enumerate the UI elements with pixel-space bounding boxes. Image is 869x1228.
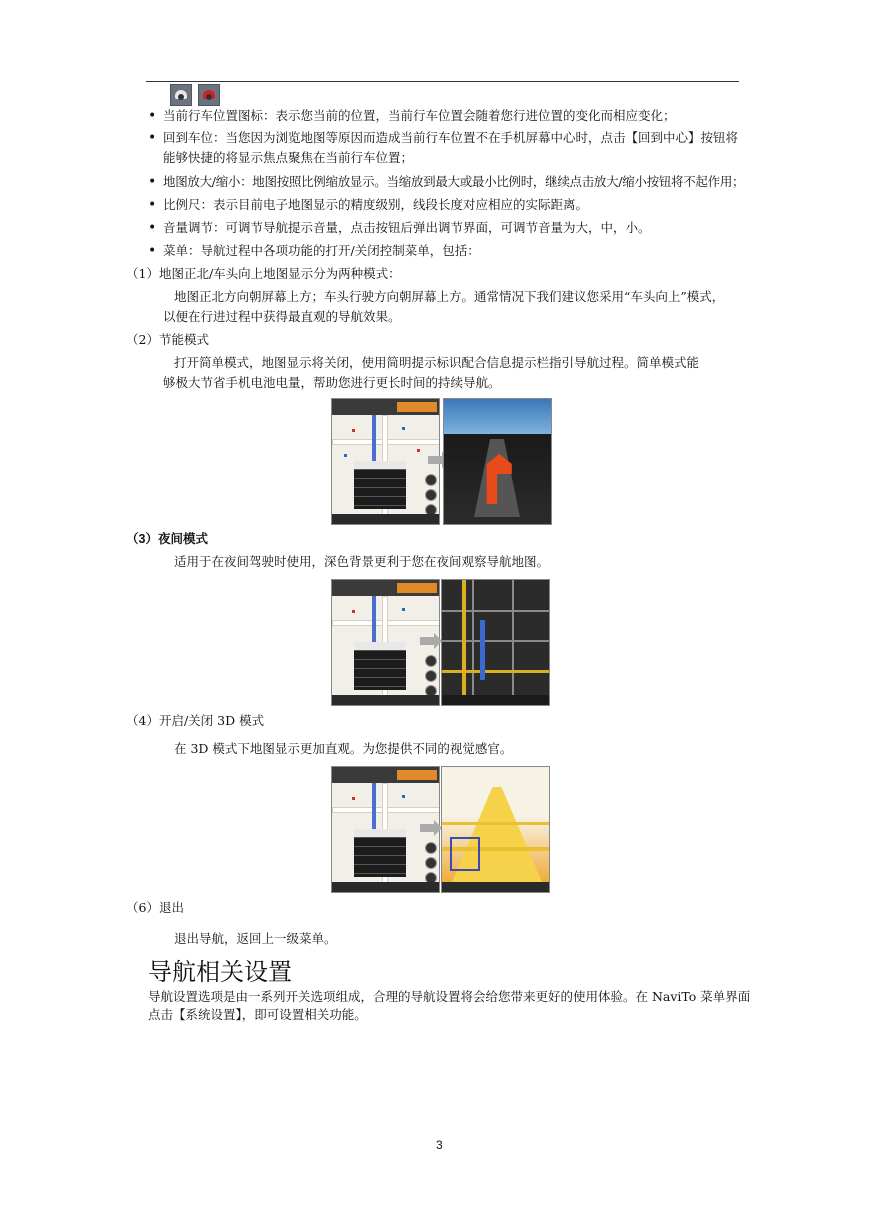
screenshot-simple-mode bbox=[443, 398, 552, 525]
bullet-return-center: 回到车位：当您因为浏览地图等原因而造成当前行车位置不在手机屏幕中心时，点击【回到中心】按钮将 bbox=[163, 130, 739, 145]
screenshot-night-mode bbox=[441, 579, 550, 706]
arrow-icon bbox=[420, 824, 434, 832]
page-number: 3 bbox=[436, 1138, 443, 1152]
header-rule bbox=[146, 81, 739, 82]
bullet-return-center-cont: 能够快捷的将显示焦点聚焦在当前行车位置； bbox=[163, 150, 414, 165]
bullet-icon: • bbox=[148, 108, 157, 124]
bullet-menu: 菜单：导航过程中各项功能的打开/关闭控制菜单，包括： bbox=[163, 243, 480, 258]
bullet-car-position: 当前行车位置图标：表示您当前的位置，当前行车位置会随着您行进位置的变化而相应变化； bbox=[163, 108, 676, 123]
bullet-volume: 音量调节：可调节导航提示音量，点击按钮后弹出调节界面，可调节音量为大，中，小。 bbox=[163, 220, 651, 235]
item2-line1: 打开简单模式，地图显示将关闭，使用简明提示标识配合信息提示栏指引导航过程。简单模式能 bbox=[174, 355, 700, 370]
screenshot-3d-mode bbox=[441, 766, 550, 893]
item6-title: （6）退出 bbox=[126, 900, 184, 915]
section-paragraph-line1: 导航设置选项是由一系列开关选项组成，合理的导航设置将会给您带来更好的使用体验。在 NaviTo 菜单界面 bbox=[148, 989, 751, 1004]
arrow-icon bbox=[420, 637, 434, 645]
vehicle-icons bbox=[170, 84, 220, 106]
arrow-icon bbox=[428, 456, 442, 464]
item4-line1: 在 3D 模式下地图显示更加直观。为您提供不同的视觉感官。 bbox=[174, 741, 513, 756]
screenshot-map-menu bbox=[331, 398, 440, 525]
item2-title: （2）节能模式 bbox=[126, 332, 209, 347]
section-heading: 导航相关设置 bbox=[148, 958, 292, 986]
bullet-icon: • bbox=[148, 130, 157, 146]
item1-title: （1）地图正北/车头向上地图显示分为两种模式： bbox=[126, 266, 401, 281]
bullet-scale: 比例尺：表示目前电子地图显示的精度级别，线段长度对应相应的实际距离。 bbox=[163, 197, 589, 212]
section-paragraph-line2: 点击【系统设置】，即可设置相关功能。 bbox=[148, 1007, 367, 1022]
item6-line1: 退出导航，返回上一级菜单。 bbox=[174, 931, 337, 946]
item4-title: （4）开启/关闭 3D 模式 bbox=[126, 713, 265, 728]
bullet-zoom: 地图放大/缩小：地图按照比例缩放显示。当缩放到最大或最小比例时，继续点击放大/缩小按钮将不起作用； bbox=[163, 174, 745, 189]
bullet-icon: • bbox=[148, 220, 157, 236]
car-position-red-icon bbox=[198, 84, 220, 106]
item2-line2: 够极大节省手机电池电量，帮助您进行更长时间的持续导航。 bbox=[163, 375, 501, 390]
item3-title: （3）夜间模式 bbox=[126, 532, 208, 546]
item1-line2: 以便在行进过程中获得最直观的导航效果。 bbox=[163, 309, 401, 324]
bullet-icon: • bbox=[148, 197, 157, 213]
car-position-icon bbox=[170, 84, 192, 106]
item1-line1: 地图正北方向朝屏幕上方；车头行驶方向朝屏幕上方。通常情况下我们建议您采用“车头向上”模式， bbox=[174, 289, 725, 304]
item3-line1: 适用于在夜间驾驶时使用，深色背景更利于您在夜间观察导航地图。 bbox=[174, 554, 550, 569]
bullet-icon: • bbox=[148, 243, 157, 259]
bullet-icon: • bbox=[148, 174, 157, 190]
